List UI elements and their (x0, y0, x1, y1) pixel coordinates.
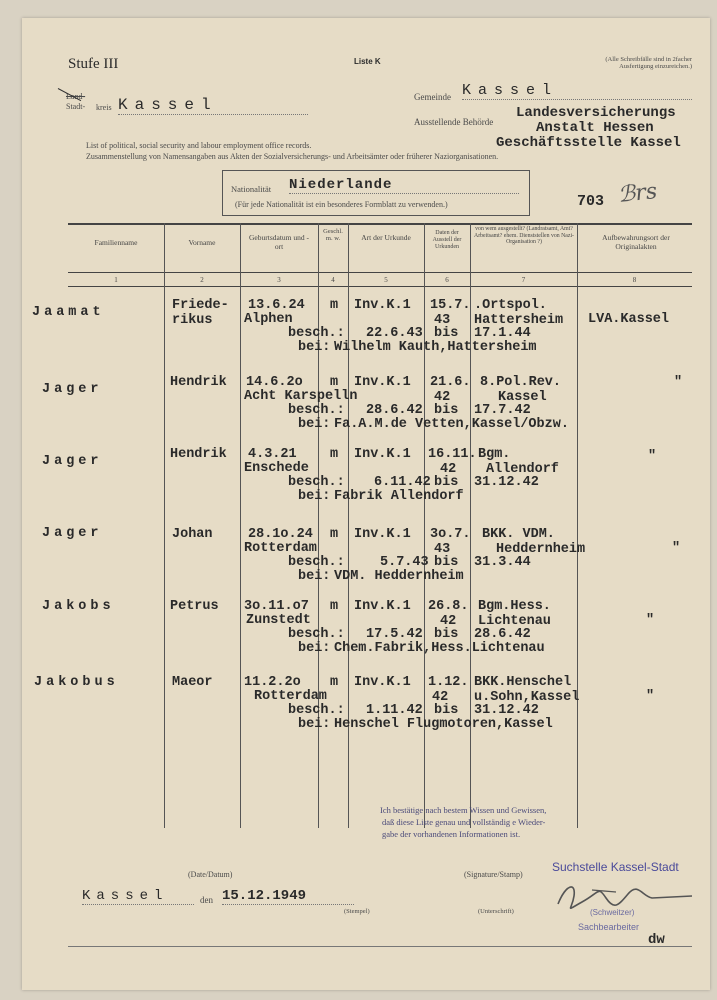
row1-aufbewahrungsort: LVA.Kassel (588, 312, 670, 327)
row3-datum-line2: 42 (440, 461, 457, 477)
liste-label: Liste K (354, 57, 381, 66)
row2-von-wem (480, 376, 561, 405)
document-sheet (22, 18, 710, 990)
row1-besch-label: besch.: (288, 326, 345, 341)
row2-von-line2: Kassel (498, 389, 547, 405)
col-divider-7 (577, 223, 578, 828)
row1-datum (430, 299, 471, 328)
row5-nachname: Jakobs (42, 599, 115, 614)
row3-nachname: Jager (42, 454, 103, 469)
instruction-note-line1: (Alle Schreibfälle sind in 2facher (605, 56, 692, 63)
row3-datum (428, 448, 477, 477)
col-number-1: 1 (114, 276, 118, 284)
row3-bei: Fabrik Allendorf (334, 489, 464, 504)
row3-von-line2: Allendorf (486, 461, 559, 477)
row6-bei: Henschel Flugmotoren,Kassel (334, 717, 553, 732)
row1-bis-label: bis (434, 326, 459, 341)
row2-datum (430, 376, 471, 405)
row3-von-line1: Bgm. (478, 447, 511, 462)
row3-bis-label: bis (434, 475, 459, 490)
row4-datum (430, 528, 471, 557)
row5-datum-line2: 42 (440, 613, 457, 629)
behoerde-line2: Anstalt Hessen (536, 120, 654, 136)
row4-vorname: Johan (172, 527, 213, 542)
row1-bei: Wilhelm Kauth,Hattersheim (334, 340, 537, 355)
table-top-rule (68, 223, 692, 225)
col-number-2: 2 (200, 276, 204, 284)
row3-von-wem (478, 448, 559, 477)
stufe-label: Stufe III (68, 56, 119, 72)
row3-datum-line1: 16.11. (428, 447, 477, 462)
row1-bei-label: bei: (298, 340, 331, 355)
row4-datum-line2: 43 (434, 541, 451, 557)
row2-von-line1: 8.Pol.Rev. (480, 375, 562, 390)
row2-aufbewahrungsort: " (674, 375, 683, 390)
row1-datum-line1: 15.7. (430, 298, 471, 313)
row4-bis-label: bis (434, 555, 459, 570)
instruction-note (570, 56, 692, 70)
row1-vorname (172, 299, 229, 328)
col-header-art: Art der Urkunde (361, 233, 411, 242)
col-header-von-wem: von wem ausgestellt? (Landratsamt, Amt? Arbeitsamt? ehem. Dienststellen von Nazi-Organisation ?) (474, 226, 574, 246)
row1-datum-line2: 43 (434, 312, 451, 328)
row4-bei-label: bei: (298, 569, 331, 584)
row1-art: Inv.K.1 (354, 298, 411, 313)
confirmation-line2: daß diese Liste genau und vollständig e Wieder- (382, 817, 546, 827)
gemeinde-value: Kassel (462, 82, 692, 100)
col-header-geschlecht: Geschl. m. w. (323, 228, 343, 243)
confirmation-text (380, 804, 546, 840)
row6-geschlecht: m (330, 675, 339, 690)
row6-bis-label: bis (434, 703, 459, 718)
col-header-vorname: Vorname (188, 238, 216, 247)
row5-von-line2: Lichtenau (478, 613, 551, 629)
den-label: den (200, 895, 213, 905)
document-number: 703 (577, 193, 605, 210)
schweitzer-label: (Schweitzer) (590, 908, 635, 917)
row3-besch-bis: 31.12.42 (474, 475, 539, 490)
row4-aufbewahrungsort: " (672, 541, 681, 556)
row3-aufbewahrungsort: " (648, 449, 657, 464)
row5-besch-von: 17.5.42 (366, 627, 423, 642)
gemeinde-label: Gemeinde (414, 92, 451, 102)
row4-nachname: Jager (42, 526, 103, 541)
row6-besch-label: besch.: (288, 703, 345, 718)
confirmation-line1: Ich bestätige nach bestem Wissen und Gewissen, (380, 805, 547, 815)
col-number-3: 3 (277, 276, 281, 284)
row4-geschlecht: m (330, 527, 339, 542)
row6-aufbewahrungsort: " (646, 689, 655, 704)
row5-bei-label: bei: (298, 641, 331, 656)
row2-datum-line2: 42 (434, 389, 451, 405)
row3-art: Inv.K.1 (354, 447, 411, 462)
row2-besch-von: 28.6.42 (366, 403, 423, 418)
row1-vorname-line2: rikus (172, 312, 213, 328)
row1-nachname: Jaamat (32, 305, 105, 320)
row5-geburtsdatum: 3o.11.o7 (244, 599, 309, 614)
col-header-geburtsdatum: Geburtsdatum und -ort (249, 233, 309, 251)
row6-geburtsdatum: 11.2.2o (244, 675, 301, 690)
row1-geschlecht: m (330, 298, 339, 313)
table-number-rule (68, 286, 692, 287)
instruction-note-line2: Ausfertigung einzureichen.) (619, 63, 692, 71)
row4-von-line2: Heddernheim (496, 541, 586, 557)
row2-art: Inv.K.1 (354, 375, 411, 390)
row2-vorname: Hendrik (170, 375, 227, 390)
row3-bei-label: bei: (298, 489, 331, 504)
row6-besch-bis: 31.12.42 (474, 703, 539, 718)
col-number-4: 4 (331, 276, 335, 284)
row6-besch-von: 1.11.42 (366, 703, 423, 718)
handwritten-mark: ℬrs (616, 179, 659, 208)
row5-datum-line1: 26.8. (428, 599, 469, 614)
stamp-text: Suchstelle Kassel-Stadt (552, 860, 679, 874)
col-divider-4 (348, 223, 349, 828)
row2-geschlecht: m (330, 375, 339, 390)
row4-besch-von: 5.7.43 (380, 555, 429, 570)
date-label: (Date/Datum) (188, 870, 233, 879)
row5-besch-bis: 28.6.42 (474, 627, 531, 642)
row2-datum-line1: 21.6. (430, 375, 471, 390)
row6-von-line1: BKK.Henschel (474, 675, 572, 690)
row3-besch-label: besch.: (288, 475, 345, 490)
row4-geburtsdatum: 28.1o.24 (248, 527, 313, 542)
row4-von-line1: BKK. VDM. (482, 527, 555, 542)
row3-geburtsort: Enschede (244, 461, 309, 476)
row3-geschlecht: m (330, 447, 339, 462)
col-number-8: 8 (632, 276, 637, 284)
row5-vorname: Petrus (170, 599, 219, 614)
row1-geburtsdatum: 13.6.24 (248, 298, 305, 313)
row1-vorname-line1: Friede- (172, 298, 229, 313)
row2-bei: Fa.A.M.de Vetten,Kassel/Obzw. (334, 417, 569, 432)
date-value: 15.12.1949 (222, 888, 354, 905)
row5-von-wem (478, 600, 551, 629)
land-label: Land- (66, 92, 86, 101)
row4-besch-label: besch.: (288, 555, 345, 570)
row1-besch-von: 22.6.43 (366, 326, 423, 341)
col-divider-2 (240, 223, 241, 828)
row5-aufbewahrungsort: " (646, 613, 655, 628)
row2-bis-label: bis (434, 403, 459, 418)
row1-von-line2: Hattersheim (474, 312, 564, 328)
behoerde-line3: Geschäftsstelle Kassel (496, 135, 681, 151)
place-value: Kassel (82, 888, 194, 905)
row4-art: Inv.K.1 (354, 527, 411, 542)
initials: dw (648, 932, 665, 948)
row5-datum (428, 600, 469, 629)
behoerde-value (496, 105, 706, 151)
behoerde-line1: Landesversicherungs (516, 105, 676, 121)
row5-besch-label: besch.: (288, 627, 345, 642)
row6-von-line2: u.Sohn,Kassel (474, 689, 580, 705)
row6-geburtsort: Rotterdam (254, 689, 327, 704)
col-number-6: 6 (445, 276, 449, 284)
nationality-label: Nationalität (231, 184, 272, 194)
col-divider-3 (318, 223, 319, 828)
row6-nachname: Jakobus (34, 675, 119, 690)
row3-geburtsdatum: 4.3.21 (248, 447, 297, 462)
row1-von-wem (474, 299, 563, 328)
row4-von-wem (474, 528, 585, 557)
table-header-rule (68, 272, 692, 273)
kreis-label: kreis (96, 103, 112, 112)
signature-label: (Signature/Stamp) (464, 870, 523, 879)
row4-besch-bis: 31.3.44 (474, 555, 531, 570)
col-number-5: 5 (384, 276, 388, 284)
col-divider-5 (424, 223, 425, 828)
row2-besch-label: besch.: (288, 403, 345, 418)
row6-datum-line2: 42 (432, 689, 449, 705)
row4-bei: VDM. Heddernheim (334, 569, 464, 584)
row5-bis-label: bis (434, 627, 459, 642)
row6-datum (428, 676, 469, 705)
row2-bei-label: bei: (298, 417, 331, 432)
row5-geburtsort: Zunstedt (246, 613, 311, 628)
row6-datum-line1: 1.12. (428, 675, 469, 690)
col-number-7: 7 (521, 276, 526, 284)
row5-art: Inv.K.1 (354, 599, 411, 614)
col-header-daten: Daten der Ausstell der Urkunden (432, 230, 462, 250)
row4-geburtsort: Rotterdam (244, 541, 317, 556)
bottom-rule (68, 946, 692, 947)
stadt-label: Stadt- (66, 102, 86, 111)
row2-nachname: Jager (42, 382, 103, 397)
row2-besch-bis: 17.7.42 (474, 403, 531, 418)
row6-von-wem (474, 676, 579, 705)
kreis-value: Kassel (118, 96, 308, 115)
row2-geburtsort: Acht Karspelln (244, 389, 358, 404)
row6-art: Inv.K.1 (354, 675, 411, 690)
nationality-value: Niederlande (289, 177, 519, 194)
col-divider-1 (164, 223, 165, 828)
confirmation-line3: gabe der vorhandenen Informationen ist. (382, 829, 521, 839)
row4-datum-line1: 3o.7. (430, 527, 471, 542)
unterschrift-label: (Unterschrift) (478, 908, 514, 915)
row5-von-line1: Bgm.Hess. (478, 599, 551, 614)
col-header-familienname: Familienname (94, 238, 138, 247)
row3-vorname: Hendrik (170, 447, 227, 462)
row1-von-line1: .Ortspol. (474, 298, 547, 313)
behoerde-label: Ausstellende Behörde (414, 117, 494, 127)
row6-bei-label: bei: (298, 717, 331, 732)
col-header-aufbewahrungsort: Aufbewahrungsort der Originalakten (602, 233, 670, 251)
row5-bei: Chem.Fabrik,Hess.Lichtenau (334, 641, 545, 656)
row6-vorname: Maeor (172, 675, 213, 690)
row3-besch-von: 6.11.42 (374, 475, 431, 490)
sachbearbeiter-label: Sachbearbeiter (578, 922, 640, 932)
description-english: List of political, social security and labour employment office records. (86, 141, 312, 150)
row1-besch-bis: 17.1.44 (474, 326, 531, 341)
stempel-label: (Stempel) (344, 908, 370, 915)
row1-geburtsort: Alphen (244, 312, 293, 327)
description-german: Zusammenstellung von Namensangaben aus Akten der Sozialversicherungs- und Arbeitsämter oder früherer Naziorganisationen. (86, 152, 499, 161)
row5-geschlecht: m (330, 599, 339, 614)
nationality-note: (Für jede Nationalität ist ein besonderes Formblatt zu verwenden.) (235, 200, 448, 209)
row2-geburtsdatum: 14.6.2o (246, 375, 303, 390)
nationality-box (222, 170, 530, 216)
